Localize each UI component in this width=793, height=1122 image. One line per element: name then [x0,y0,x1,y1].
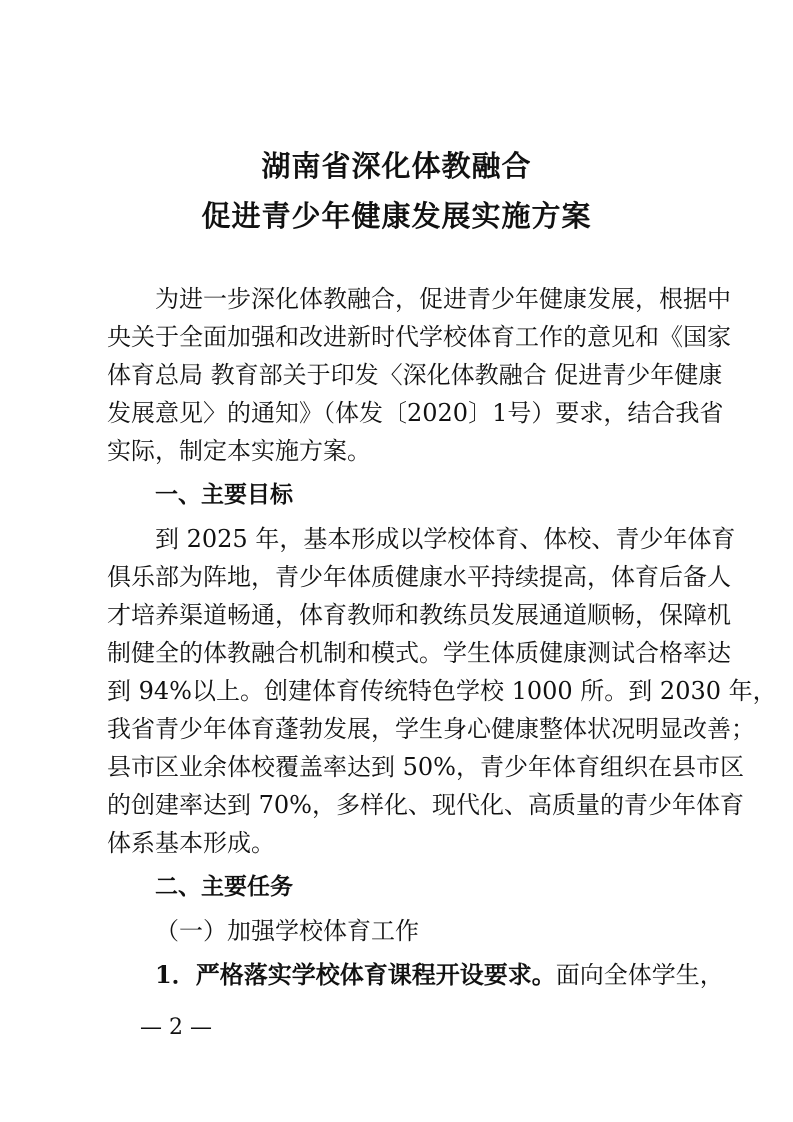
section-1-line-7: 县市区业余体校覆盖率达到 50%，青少年体育组织在县市区 [107,753,744,781]
intro-line-1: 为进一步深化体教融合，促进青少年健康发展，根据中 [155,285,731,313]
section-1-line-5: 到 94%以上。创建体育传统特色学校 1000 所。到 2030 年， [107,677,777,705]
section-1-line-3: 才培养渠道畅通，体育教师和教练员发展通道顺畅，保障机 [107,601,731,629]
item-1-line [155,956,724,994]
item-1-title: 1．严格落实学校体育课程开设要求。 [155,960,556,989]
section-1-line-1: 到 2025 年，基本形成以学校体育、体校、青少年体育 [155,525,736,553]
page-number: — 2 — [140,1015,212,1040]
document-title-line-1: 湖南省深化体教融合 [261,149,532,183]
document-title-line-2: 促进青少年健康发展实施方案 [201,199,592,233]
section-1-line-2: 俱乐部为阵地，青少年体质健康水平持续提高，体育后备人 [107,563,731,591]
section-1-line-9: 体系基本形成。 [107,829,275,857]
section-2-heading: 二、主要任务 [155,874,293,900]
intro-line-3: 体育总局 教育部关于印发〈深化体教融合 促进青少年健康 [107,361,723,389]
intro-line-5: 实际，制定本实施方案。 [107,437,371,465]
subsection-1-heading: （一）加强学校体育工作 [155,917,419,945]
section-1-line-4: 制健全的体教融合机制和模式。学生体质健康测试合格率达 [107,639,731,667]
item-1-text: 面向全体学生， [555,961,724,989]
intro-line-2: 央关于全面加强和改进新时代学校体育工作的意见和《国家 [107,323,731,351]
section-1-heading: 一、主要目标 [155,482,293,508]
intro-line-4: 发展意见〉的通知》（体发〔2020〕1号）要求，结合我省 [107,399,724,427]
section-1-line-6: 我省青少年体育蓬勃发展，学生身心健康整体状况明显改善； [107,715,755,743]
section-1-line-8: 的创建率达到 70%，多样化、现代化、高质量的青少年体育 [107,791,744,819]
